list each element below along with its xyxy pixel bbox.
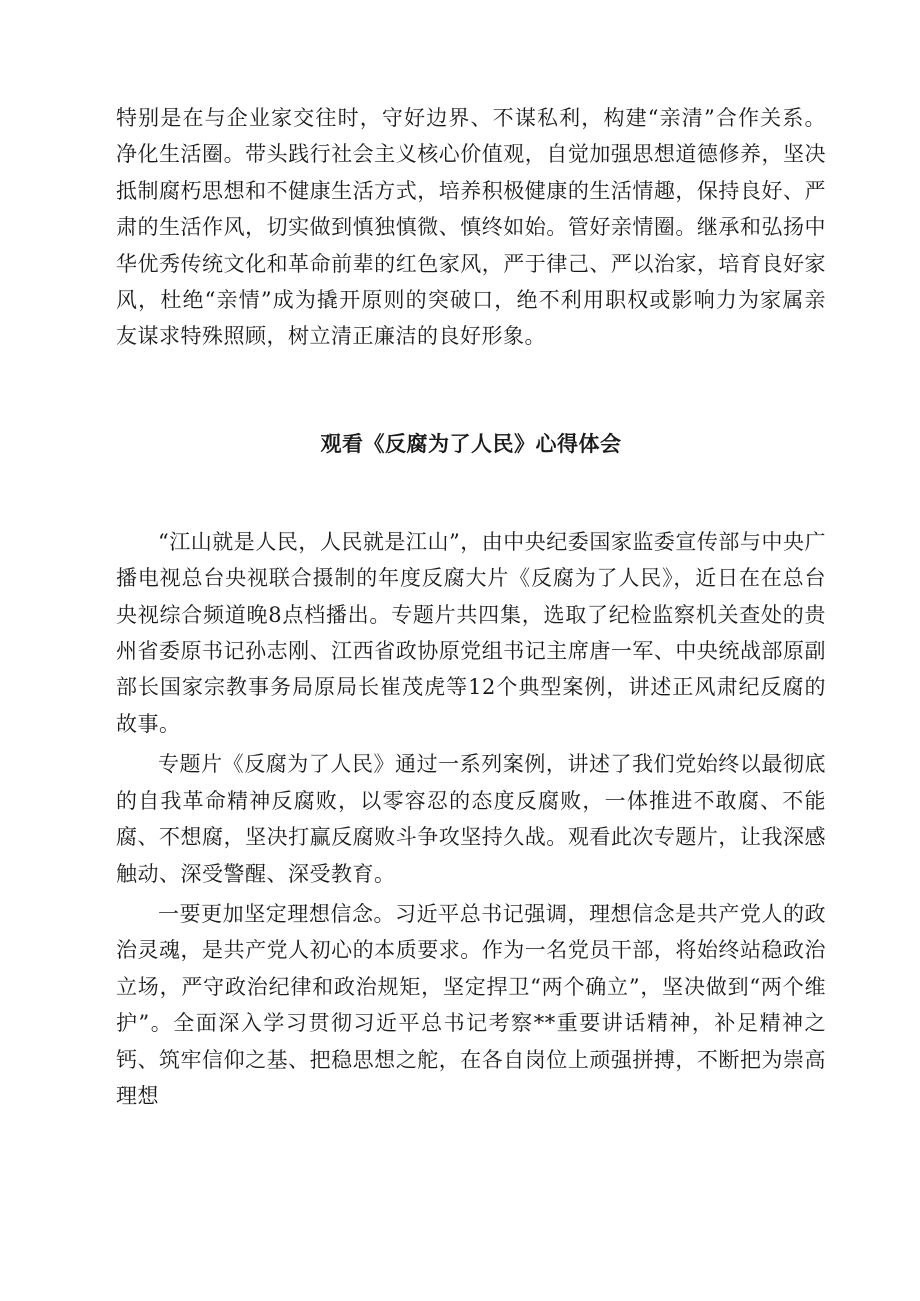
continuation-paragraph: 特别是在与企业家交往时，守好边界、不谋私利，构建“亲清”合作关系。净化生活圈。带头践行社会主义核心价值观，自觉加强思想道德修养，坚决抵制腐朽思想和不健康生活方式，培养积极健康的生活情趣，保持良好、严肃的生活作风，切实做到慎独慎微、慎终如始。管好亲情圈。继承和弘扬中华优秀传统文化和革命前辈的红色家风，严于律己、严以治家，培育良好家风，杜绝“亲情”成为撬开原则的突破口，绝不利用职权或影响力为家属亲友谋求特殊照顾，树立清正廉洁的良好形象。 [116, 106, 826, 349]
document-title: 观看《反腐为了人民》心得体会 [320, 430, 622, 456]
body-paragraph: 专题片《反腐为了人民》通过一系列案例，讲述了我们党始终以最彻底的自我革命精神反腐败，以零容忍的态度反腐败，一体推进不敢腐、不能腐、不想腐，坚决打赢反腐败斗争攻坚持久战。观看此次专题片，让我深感触动、深受警醒、深受教育。 [116, 752, 826, 886]
body-paragraph: 一要更加坚定理想信念。习近平总书记强调，理想信念是共产党人的政治灵魂，是共产党人初心的本质要求。作为一名党员干部，将始终站稳政治立场，严守政治纪律和政治规矩，坚定捍卫“两个确立”，坚决做到“两个维护”。全面深入学习贯彻习近平总书记考察**重要讲话精神，补足精神之钙、筑牢信仰之基、把稳思想之舵，在各自岗位上顽强拼搏，不断把为崇高理想 [116, 901, 826, 1108]
document-page [116, 100, 826, 1114]
body-paragraph: “江山就是人民，人民就是江山”，由中央纪委国家监委宣传部与中央广播电视总台央视联合摄制的年度反腐大片《反腐为了人民》，近日在在总台央视综合频道晚8点档播出。专题片共四集，选取了纪检监察机关查处的贵州省委原书记孙志刚、江西省政协原党组书记主席唐一军、中央统战部原副部长国家宗教事务局原局长崔茂虎等12个典型案例，讲述正风肃纪反腐的故事。 [116, 529, 826, 736]
